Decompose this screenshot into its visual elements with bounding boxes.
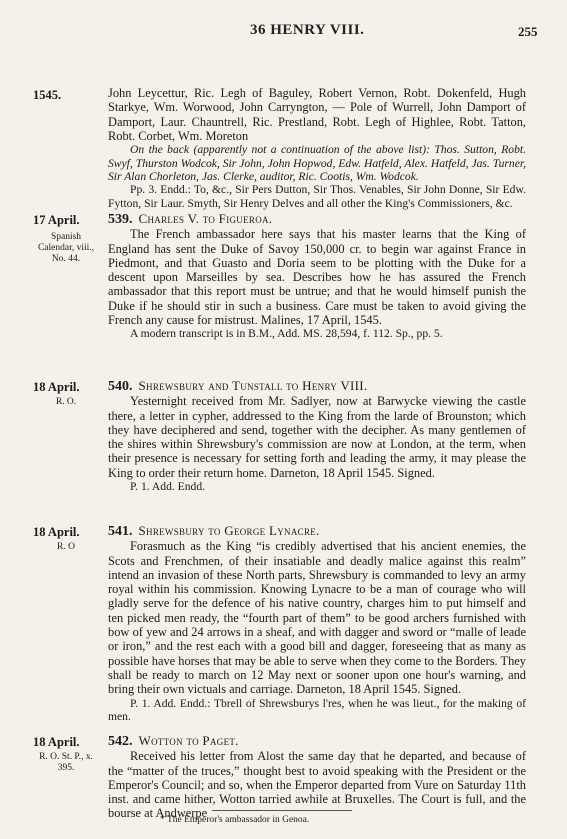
name-list: John Leycettur, Ric. Legh of Baguley, Robert Vernon, Robt. Dokenfeld, Hugh Starkye, Wm. Worwood, John Carryngton, — Pole of Wurrell, John Damport of Damport, Laur. Chauntrell, Ric. Prestland, Robt. Legh of Highlee, Robt. Tatton, Robt. Corbet, Wm. Moreton: [108, 86, 526, 143]
entry-heading: [108, 524, 526, 539]
entry-541: [108, 524, 526, 723]
entry-date: 18 April.: [33, 380, 80, 394]
entry-heading: [108, 212, 526, 227]
entry-number: 540.: [108, 379, 133, 394]
entry-number: 541.: [108, 524, 133, 539]
entry-date: 17 April.: [33, 213, 80, 227]
entry-542: [108, 734, 526, 821]
running-header-title: 36 HENRY VIII.: [250, 22, 365, 38]
entry-source: R. O: [57, 542, 75, 552]
entry-note: P. 1. Add. Endd.: Tbrell of Shrewsburys l'res, when he was lieut., for the making of men.: [108, 696, 526, 723]
entry-539: [108, 212, 526, 341]
entry-heading: [108, 379, 526, 394]
entry-number: 539.: [108, 212, 133, 227]
entry-note: P. 1. Add. Endd.: [130, 480, 206, 494]
endorsement: Pp. 3. Endd.: To, &c., Sir Pers Dutton, Sir Thos. Venables, Sir John Donne, Sir Edw. Fytton, Sir Laur. Smyth, Sir Henry Delves and all other the King's Commissioners, &c.: [108, 183, 526, 210]
entry-source: Spanish Calendar, viii., No. 44.: [37, 232, 95, 264]
entry-title: Shrewsbury and Tunstall to Henry VIII.: [138, 378, 368, 393]
entry-date: 18 April.: [33, 735, 80, 749]
footnote: * The Emperor's ambassador in Genoa.: [160, 815, 310, 825]
entry-title: Shrewsbury to George Lynacre.: [138, 523, 320, 538]
entry-heading: [108, 734, 526, 749]
entry-body: Received his letter from Alost the same day that he departed, and because of the “matter of the truces,” thought best to avoid speaking with the President or the Emperor's Council; and so, when the Emperor departed from Vure on Saturday 11th inst. and came hither, Wotton tarried awhile at Bruxelles. The Court is full, and the bourse at Andwerpe: [108, 749, 526, 821]
entry-body: The French ambassador here says that his master learns that the King of England has sent the Duke of Savoy 150,000 cr. to begin war against France in Piedmont, and that Guasto and Doria seem to be plotting with the Duke for a descent upon Marseilles by sea. Describes how he has assured the French ambassador that this report must be untrue; and that he would himself punish the Duke if he should stir in such a business. Care must be taken to avoid giving the French any cause for mistrust. Malines, 17 April, 1545.: [108, 227, 526, 328]
back-note: On the back (apparently not a continuation of the above list): Thos. Sutton, Robt. Swyf, Thurston Wodcok, Sir John, John Hopwod, Edw. Hatfeld, Alex. Hatfeld, Jas. Turner, Sir Alan Chorleton, Jas. Clerke, auditor, Ric. Cootis, Wm. Wodcok.: [108, 143, 526, 183]
entry-continuation: [108, 86, 526, 210]
entry-title: Wotton to Paget.: [138, 733, 239, 748]
entry-date: 18 April.: [33, 525, 80, 539]
entry-body: Forasmuch as the King “is credibly advertised that his ancient enemies, the Scots and Frenchmen, of their insatiable and deadly malice against this realm” intend an invasion of these North parts, Shrewsbury is commanded to levy an army royal within his commission. Knowing Lynacre to be a man of courage who will gladly serve for the defence of his native country, charges him to put himself and ten picked men ready, the “fourth part of them” to be good archers furnished with bow of yew and 24 arrows in a sheaf, and with dagger and sword or “malle of leade or iron,” and the rest each with a good bill and dagger, foreseeing that as many as possible have horses that may be able to serve when they come to the Borders. They shall be ready to march on 12 May next or sooner upon one hour's warning, and bring their own victuals and carriage. Darneton, 18 April 1545. Signed.: [108, 539, 526, 697]
footnote-divider: [212, 810, 352, 811]
entry-source: R. O. St. P., x. 395.: [39, 752, 93, 773]
entry-540: [108, 379, 526, 493]
entry-title: Charles V. to Figueroa.: [138, 211, 273, 226]
entry-number: 542.: [108, 734, 133, 749]
entry-source: R. O.: [55, 397, 77, 407]
entry-body: Yesternight received from Mr. Sadlyer, now at Barwycke viewing the castle there, a letter in cypher, addressed to the King from the larde of Brounston; which they have deciphered and send, together with the decipher. As many gentlemen of the shires within Shrewsbury's commission are now at London, at the term, when their presence is necessary for setting forth and leading the army, it may please the King to order their return home. Darneton, 18 April 1545. Signed.: [108, 394, 526, 480]
page-number: 255: [518, 24, 538, 39]
margin-year: 1545.: [33, 88, 62, 102]
entry-note: A modern transcript is in B.M., Add. MS. 28,594, f. 112. Sp., pp. 5.: [130, 327, 443, 341]
